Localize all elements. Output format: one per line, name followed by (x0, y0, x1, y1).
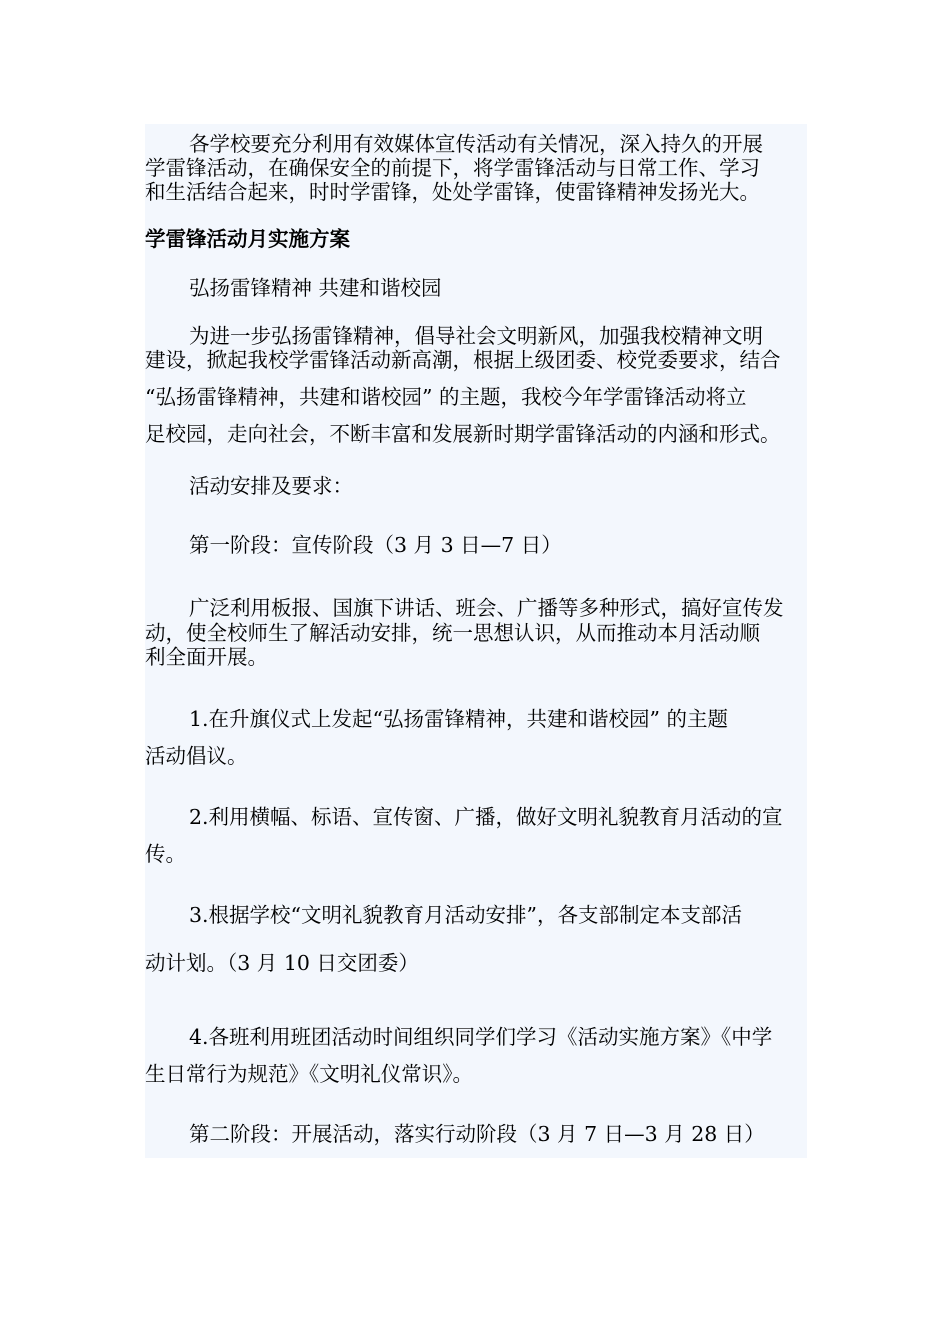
purpose-line-1: 为进一步弘扬雷锋精神，倡导社会文明新风，加强我校精神文明 (189, 324, 763, 348)
item-2-line-2: 传。 (145, 842, 186, 866)
item-1-line-2: 活动倡议。 (145, 744, 248, 768)
arrangement-heading: 活动安排及要求： (189, 474, 353, 498)
item-4-line-2: 生日常行为规范》《文明礼仪常识》。 (145, 1062, 473, 1086)
item-2-line-1: 2.利用横幅、标语、宣传窗、广播，做好文明礼貌教育月活动的宣 (189, 805, 783, 829)
purpose-line-4: 足校园，走向社会，不断丰富和发展新时期学雷锋活动的内涵和形式。 (145, 422, 781, 446)
stage-one-line-2: 动，使全校师生了解活动安排，统一思想认识，从而推动本月活动顺 (145, 621, 760, 645)
purpose-line-3: “弘扬雷锋精神，共建和谐校园” 的主题，我校今年学雷锋活动将立 (145, 385, 747, 409)
intro-line-1: 各学校要充分利用有效媒体宣传活动有关情况，深入持久的开展 (189, 132, 763, 156)
intro-line-2: 学雷锋活动，在确保安全的前提下，将学雷锋活动与日常工作、学习 (145, 156, 760, 180)
item-1-line-1: 1.在升旗仪式上发起“弘扬雷锋精神，共建和谐校园” 的主题 (189, 707, 729, 731)
item-4-line-1: 4.各班利用班团活动时间组织同学们学习《活动实施方案》《中学 (189, 1025, 773, 1049)
purpose-line-2: 建设，掀起我校学雷锋活动新高潮，根据上级团委、校党委要求，结合 (145, 348, 781, 372)
stage-one-heading: 第一阶段：宣传阶段（3 月 3 日—7 日） (189, 533, 562, 557)
section-title: 学雷锋活动月实施方案 (145, 227, 350, 251)
item-3-line-2: 动计划。（3 月 10 日交团委） (145, 951, 419, 975)
subtitle: 弘扬雷锋精神 共建和谐校园 (189, 276, 442, 300)
stage-one-line-1: 广泛利用板报、国旗下讲话、班会、广播等多种形式，搞好宣传发 (189, 596, 784, 620)
stage-one-line-3: 利全面开展。 (145, 645, 268, 669)
stage-two-heading: 第二阶段：开展活动，落实行动阶段（3 月 7 日—3 月 28 日） (189, 1122, 765, 1146)
item-3-line-1: 3.根据学校“文明礼貌教育月活动安排”，各支部制定本支部活 (189, 903, 743, 927)
intro-line-3: 和生活结合起来，时时学雷锋，处处学雷锋，使雷锋精神发扬光大。 (145, 180, 760, 204)
document-body (145, 124, 807, 1158)
